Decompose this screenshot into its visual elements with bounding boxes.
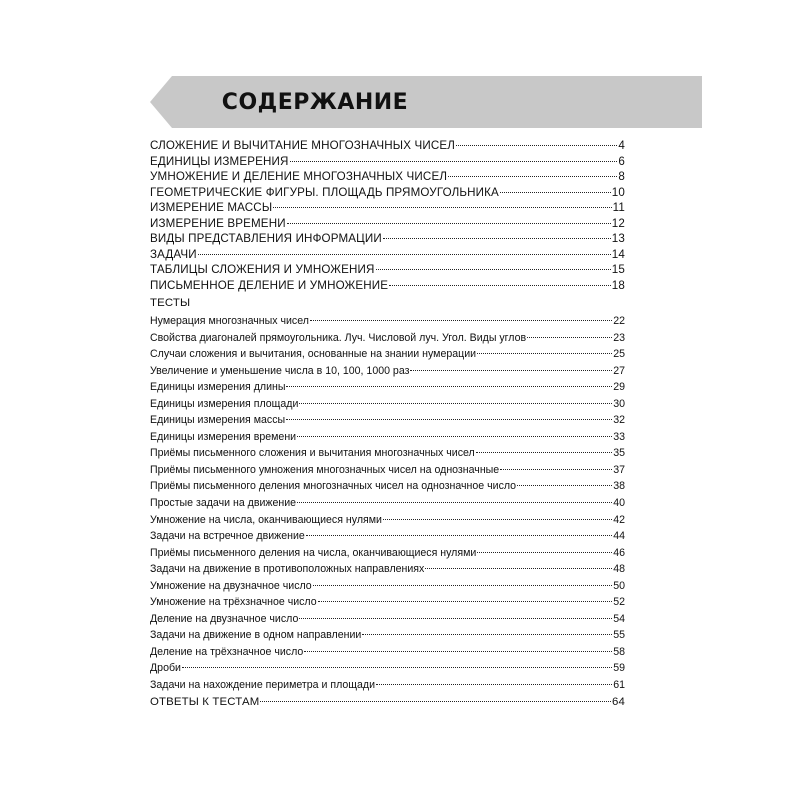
entry-label: Деление на трёхзначное число [150,645,304,658]
dot-leader [362,634,612,635]
toc-entry[interactable] [150,627,625,644]
toc-entry[interactable] [150,138,625,154]
entry-label: Случаи сложения и вычитания, основанные на знании нумерации [150,348,477,361]
dot-leader [476,452,612,453]
entry-label: Приёмы письменного деления многозначных чисел на однозначное число [150,480,517,493]
entry-label: УМНОЖЕНИЕ И ДЕЛЕНИЕ МНОГОЗНАЧНЫХ ЧИСЕЛ [150,170,448,183]
entry-page: 42 [613,513,625,526]
toc-entry[interactable] [150,578,625,595]
dot-leader [376,684,612,685]
entry-label: Единицы измерения длины [150,381,286,394]
dot-leader [500,469,612,470]
dot-leader [500,192,611,193]
dot-leader [297,436,612,437]
toc-entry[interactable] [150,169,625,185]
dot-leader [376,269,611,270]
entry-label: Задачи на нахождение периметра и площади [150,679,375,692]
entry-label: ТАБЛИЦЫ СЛОЖЕНИЯ И УМНОЖЕНИЯ [150,263,375,276]
entry-page: 54 [613,612,625,625]
dot-leader [198,254,611,255]
entry-page: 50 [613,579,625,592]
entry-page: 64 [612,695,625,708]
entry-label: Увеличение и уменьшение числа в 10, 100, 1000 раз [150,364,410,377]
dot-leader [477,353,612,354]
dot-leader [527,337,612,338]
entry-page: 32 [613,414,625,427]
entry-label: ИЗМЕРЕНИЕ МАССЫ [150,201,273,214]
entry-page: 4 [618,139,625,152]
entry-page: 6 [618,154,625,168]
dot-leader [299,403,612,404]
toc-entry[interactable] [150,594,625,611]
dot-leader [286,386,612,387]
entry-page: 18 [611,278,625,292]
toc-entry[interactable] [150,495,625,512]
entry-page: 52 [613,596,625,609]
dot-leader [273,207,611,208]
toc-entry[interactable] [150,561,625,578]
dot-leader [290,161,618,162]
entry-label: Простые задачи на движение [150,497,297,510]
dot-leader [425,568,612,569]
entry-page: 25 [613,348,625,361]
toc-entry[interactable] [150,247,625,263]
dot-leader [456,145,617,146]
entry-label: Единицы измерения массы [150,414,286,427]
dot-leader [304,651,612,652]
entry-page: 46 [613,546,625,559]
toc-entry[interactable] [150,396,625,413]
toc-entry[interactable] [150,313,625,330]
entry-label: ОТВЕТЫ К ТЕСТАМ [150,695,260,708]
entry-label: Нумерация многозначных чисел [150,315,309,327]
entry-page: 23 [613,331,625,344]
entry-label: ИЗМЕРЕНИЕ ВРЕМЕНИ [150,216,286,230]
entry-label: ЗАДАЧИ [150,247,197,261]
entry-page: 40 [613,497,625,510]
entry-page: 27 [613,364,625,377]
dot-leader [318,601,613,602]
toc-entry[interactable] [150,478,625,495]
entry-page: 30 [613,397,625,410]
entry-page: 15 [611,263,625,276]
entry-page: 44 [613,530,625,543]
toc-entry[interactable] [150,462,625,479]
entry-label: ПИСЬМЕННОЕ ДЕЛЕНИЕ И УМНОЖЕНИЕ [150,278,389,292]
toc-entry[interactable] [150,528,625,545]
entry-page: 29 [613,381,625,394]
dot-leader [310,320,612,321]
entry-label: Умножение на трёхзначное число [150,596,317,609]
entry-page: 55 [613,629,625,642]
page-title: СОДЕРЖАНИЕ [221,89,409,115]
dot-leader [313,585,613,586]
dot-leader [287,223,611,224]
toc-entry[interactable] [150,445,625,462]
toc-entry[interactable] [150,216,625,232]
entry-label: Задачи на встречное движение [150,530,305,543]
entry-label: Свойства диагоналей прямоугольника. Луч. Числовой луч. Угол. Виды углов [150,331,527,344]
dot-leader [383,519,612,520]
entry-page: 22 [613,315,625,327]
toc-entry[interactable] [150,346,625,363]
toc-entry[interactable] [150,278,625,294]
entry-page: 38 [613,480,625,493]
toc-entry[interactable] [150,677,625,694]
entry-page: 33 [613,430,625,443]
entry-page: 61 [613,679,625,692]
toc-entry[interactable] [150,363,625,380]
entry-label: ВИДЫ ПРЕДСТАВЛЕНИЯ ИНФОРМАЦИИ [150,232,382,245]
entry-page: 59 [613,662,625,675]
dot-leader [389,285,611,286]
entry-page: 48 [613,563,625,576]
dot-leader [448,176,617,177]
toc-entry-answers[interactable] [150,694,625,711]
toc-entry[interactable] [150,262,625,278]
toc-entry[interactable] [150,545,625,562]
dot-leader [410,370,612,371]
dot-leader [260,701,611,702]
entry-label: СЛОЖЕНИЕ И ВЫЧИТАНИЕ МНОГОЗНАЧНЫХ ЧИСЕЛ [150,139,455,152]
entry-page: 37 [613,463,625,476]
toc-entry[interactable] [150,185,625,201]
toc-entry[interactable] [150,200,625,216]
entry-page: 8 [618,170,625,183]
entry-label: ГЕОМЕТРИЧЕСКИЕ ФИГУРЫ. ПЛОЩАДЬ ПРЯМОУГОЛЬНИКА [150,185,499,199]
dot-leader [182,667,612,668]
entry-label: Деление на двузначное число [150,612,299,625]
entry-page: 35 [613,447,625,460]
tests-contents-list [150,313,625,710]
entry-page: 11 [612,201,625,214]
entry-page: 10 [611,185,625,199]
entry-label: ЕДИНИЦЫ ИЗМЕРЕНИЯ [150,154,289,168]
dot-leader [286,419,612,420]
dot-leader [299,618,612,619]
toc-entry[interactable] [150,660,625,677]
toc-entry[interactable] [150,231,625,247]
toc-entry[interactable] [150,412,625,429]
entry-label: Умножение на числа, оканчивающиеся нулями [150,513,382,526]
entry-label: Приёмы письменного деления на числа, оканчивающиеся нулями [150,546,477,559]
entry-label: Приёмы письменного сложения и вычитания многозначных чисел [150,447,475,460]
dot-leader [297,502,612,503]
entry-label: Умножение на двузначное число [150,579,312,592]
toc-entry[interactable] [150,512,625,529]
main-contents-list [150,138,625,293]
entry-page: 13 [611,232,625,245]
toc-entry[interactable] [150,330,625,347]
entry-label: Задачи на движение в одном направлении [150,629,362,642]
tests-heading: ТЕСТЫ [150,297,191,309]
dot-leader [517,485,612,486]
entry-page: 14 [611,247,625,261]
dot-leader [477,552,612,553]
entry-label: Единицы измерения времени [150,430,297,443]
toc-entry[interactable] [150,379,625,396]
entry-page: 58 [613,645,625,658]
dot-leader [306,535,612,536]
toc-entry[interactable] [150,429,625,446]
entry-label: Задачи на движение в противоположных направлениях [150,563,425,576]
toc-entry[interactable] [150,611,625,628]
entry-label: Единицы измерения площади [150,397,299,410]
toc-entry[interactable] [150,644,625,661]
dot-leader [383,238,611,239]
entry-label: Дроби [150,662,181,675]
entry-label: Приёмы письменного умножения многозначных чисел на однозначные [150,463,500,476]
toc-entry[interactable] [150,154,625,170]
entry-page: 12 [611,216,625,230]
